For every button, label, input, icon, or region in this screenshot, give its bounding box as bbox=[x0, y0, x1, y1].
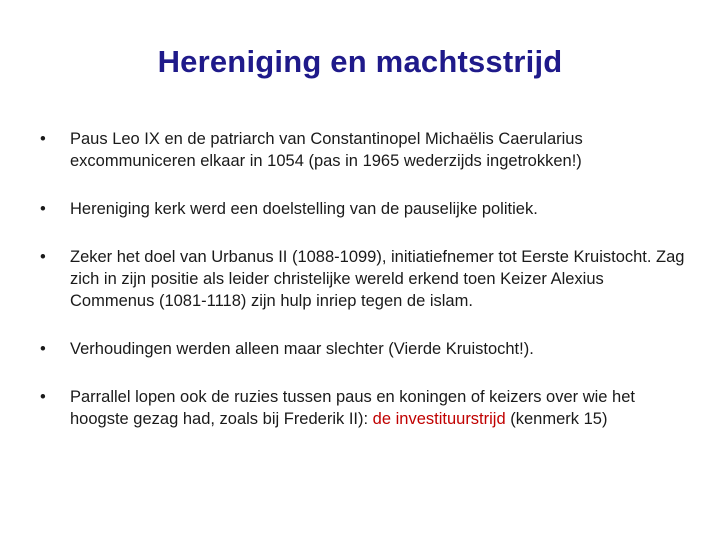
bullet-item bbox=[36, 338, 686, 360]
bullet-dot-icon: • bbox=[40, 200, 46, 218]
bullet-text-before: Parrallel lopen ook de ruzies tussen paus en koningen of keizers over wie het hoogste gezag had, zoals bij Frederik II): bbox=[70, 388, 635, 428]
bullet-item bbox=[36, 246, 686, 312]
bullet-text: Zeker het doel van Urbanus II (1088-1099), initiatiefnemer tot Eerste Kruistocht. Zag zich in zijn positie als leider christelijke wereld erkend toen Keizer Alexius Commenus (1081-1118) zijn hulp inriep tegen de islam. bbox=[70, 248, 685, 310]
bullet-item bbox=[36, 198, 686, 220]
bullet-text-after: (kenmerk 15) bbox=[505, 410, 608, 428]
highlight-term: de investituurstrijd bbox=[372, 410, 506, 428]
bullet-item bbox=[36, 386, 686, 430]
bullet-dot-icon: • bbox=[40, 248, 46, 266]
bullet-dot-icon: • bbox=[40, 388, 46, 406]
slide-title: Hereniging en machtsstrijd bbox=[157, 44, 563, 79]
bullet-text: Verhoudingen werden alleen maar slechter (Vierde Kruistocht!). bbox=[70, 340, 534, 358]
bullet-text bbox=[70, 388, 635, 428]
bullet-list bbox=[36, 128, 686, 456]
bullet-dot-icon: • bbox=[40, 340, 46, 358]
bullet-dot-icon: • bbox=[40, 130, 46, 148]
bullet-text: Paus Leo IX en de patriarch van Constantinopel Michaëlis Caerularius excommuniceren elkaar in 1054 (pas in 1965 wederzijds ingetrokken!) bbox=[70, 130, 583, 170]
bullet-item bbox=[36, 128, 686, 172]
bullet-text: Hereniging kerk werd een doelstelling van de pauselijke politiek. bbox=[70, 200, 538, 218]
